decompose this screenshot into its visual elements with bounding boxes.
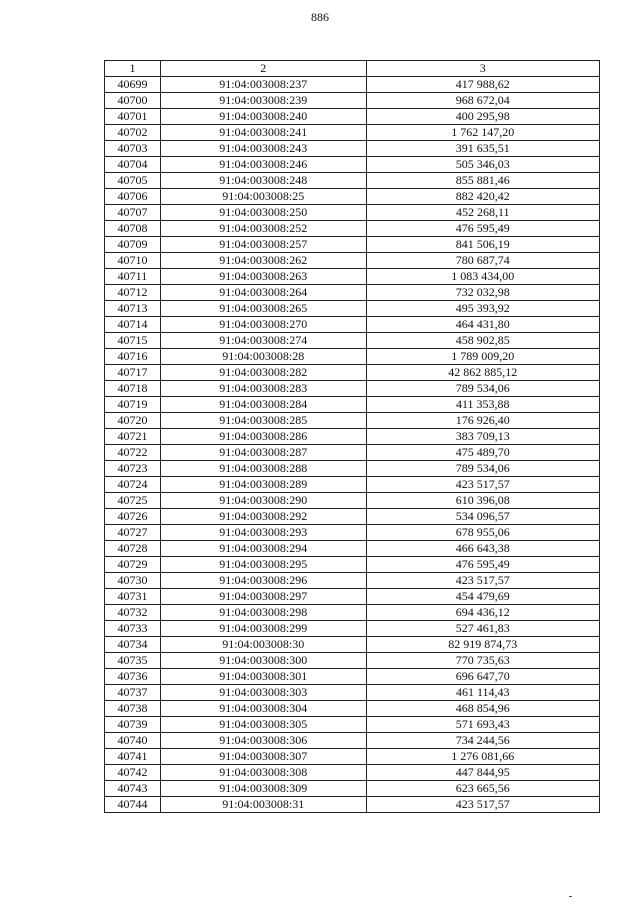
- value-cell: 391 635,51: [366, 141, 599, 157]
- header-row: [105, 61, 600, 77]
- cadastral-id-cell: 91:04:003008:303: [160, 685, 366, 701]
- value-cell: 855 881,46: [366, 173, 599, 189]
- table-row: [105, 477, 600, 493]
- value-cell: 534 096,57: [366, 509, 599, 525]
- cadastral-id-cell: 91:04:003008:31: [160, 797, 366, 813]
- row-number-cell: 40713: [105, 301, 161, 317]
- table-row: [105, 317, 600, 333]
- table-row: [105, 413, 600, 429]
- row-number-cell: 40724: [105, 477, 161, 493]
- table-row: [105, 653, 600, 669]
- value-cell: 732 032,98: [366, 285, 599, 301]
- value-cell: 789 534,06: [366, 461, 599, 477]
- cadastral-id-cell: 91:04:003008:274: [160, 333, 366, 349]
- value-cell: 678 955,06: [366, 525, 599, 541]
- cadastral-id-cell: 91:04:003008:282: [160, 365, 366, 381]
- table-row: [105, 701, 600, 717]
- row-number-cell: 40723: [105, 461, 161, 477]
- value-cell: 527 461,83: [366, 621, 599, 637]
- row-number-cell: 40706: [105, 189, 161, 205]
- cadastral-id-cell: 91:04:003008:286: [160, 429, 366, 445]
- table-row: [105, 797, 600, 813]
- cadastral-id-cell: 91:04:003008:300: [160, 653, 366, 669]
- row-number-cell: 40739: [105, 717, 161, 733]
- value-cell: 476 595,49: [366, 221, 599, 237]
- value-cell: 411 353,88: [366, 397, 599, 413]
- table-row: [105, 285, 600, 301]
- table-row: [105, 221, 600, 237]
- row-number-cell: 40702: [105, 125, 161, 141]
- table-row: [105, 669, 600, 685]
- cadastral-id-cell: 91:04:003008:257: [160, 237, 366, 253]
- cadastral-id-cell: 91:04:003008:243: [160, 141, 366, 157]
- cadastral-id-cell: 91:04:003008:292: [160, 509, 366, 525]
- row-number-cell: 40730: [105, 573, 161, 589]
- cadastral-id-cell: 91:04:003008:301: [160, 669, 366, 685]
- value-cell: 623 665,56: [366, 781, 599, 797]
- row-number-cell: 40703: [105, 141, 161, 157]
- value-cell: 466 643,38: [366, 541, 599, 557]
- value-cell: 780 687,74: [366, 253, 599, 269]
- table-row: [105, 573, 600, 589]
- row-number-cell: 40740: [105, 733, 161, 749]
- table-body: [105, 77, 600, 813]
- row-number-cell: 40733: [105, 621, 161, 637]
- cadastral-id-cell: 91:04:003008:252: [160, 221, 366, 237]
- table-row: [105, 349, 600, 365]
- table-row: [105, 205, 600, 221]
- row-number-cell: 40737: [105, 685, 161, 701]
- value-cell: 1 789 009,20: [366, 349, 599, 365]
- page-number: 886: [311, 10, 329, 24]
- table-row: [105, 301, 600, 317]
- table-row: [105, 525, 600, 541]
- value-cell: 82 919 874,73: [366, 637, 599, 653]
- cadastral-id-cell: 91:04:003008:264: [160, 285, 366, 301]
- cadastral-id-cell: 91:04:003008:307: [160, 749, 366, 765]
- value-cell: 454 479,69: [366, 589, 599, 605]
- value-cell: 423 517,57: [366, 573, 599, 589]
- table-row: [105, 605, 600, 621]
- cadastral-id-cell: 91:04:003008:295: [160, 557, 366, 573]
- table-row: [105, 637, 600, 653]
- row-number-cell: 40720: [105, 413, 161, 429]
- value-cell: 789 534,06: [366, 381, 599, 397]
- table-row: [105, 717, 600, 733]
- column-header-number: 1: [105, 61, 161, 77]
- value-cell: 458 902,85: [366, 333, 599, 349]
- row-number-cell: 40738: [105, 701, 161, 717]
- value-cell: 694 436,12: [366, 605, 599, 621]
- cadastral-id-cell: 91:04:003008:296: [160, 573, 366, 589]
- row-number-cell: 40716: [105, 349, 161, 365]
- table-row: [105, 397, 600, 413]
- value-cell: 383 709,13: [366, 429, 599, 445]
- row-number-cell: 40708: [105, 221, 161, 237]
- table-row: [105, 189, 600, 205]
- table-row: [105, 621, 600, 637]
- cadastral-id-cell: 91:04:003008:289: [160, 477, 366, 493]
- row-number-cell: 40732: [105, 605, 161, 621]
- row-number-cell: 40711: [105, 269, 161, 285]
- table-row: [105, 733, 600, 749]
- table-row: [105, 429, 600, 445]
- cadastral-id-cell: 91:04:003008:25: [160, 189, 366, 205]
- row-number-cell: 40707: [105, 205, 161, 221]
- table-row: [105, 445, 600, 461]
- table-row: [105, 557, 600, 573]
- cadastral-id-cell: 91:04:003008:246: [160, 157, 366, 173]
- row-number-cell: 40718: [105, 381, 161, 397]
- cadastral-id-cell: 91:04:003008:285: [160, 413, 366, 429]
- value-cell: 505 346,03: [366, 157, 599, 173]
- table-row: [105, 269, 600, 285]
- value-cell: 968 672,04: [366, 93, 599, 109]
- table-row: [105, 765, 600, 781]
- value-cell: 1 083 434,00: [366, 269, 599, 285]
- value-cell: 42 862 885,12: [366, 365, 599, 381]
- cadastral-id-cell: 91:04:003008:250: [160, 205, 366, 221]
- table-row: [105, 77, 600, 93]
- column-header-value: 3: [366, 61, 599, 77]
- value-cell: 841 506,19: [366, 237, 599, 253]
- row-number-cell: 40728: [105, 541, 161, 557]
- value-cell: 696 647,70: [366, 669, 599, 685]
- value-cell: 447 844,95: [366, 765, 599, 781]
- row-number-cell: 40714: [105, 317, 161, 333]
- table-row: [105, 381, 600, 397]
- table-header: [105, 61, 600, 77]
- row-number-cell: 40736: [105, 669, 161, 685]
- row-number-cell: 40722: [105, 445, 161, 461]
- table-row: [105, 93, 600, 109]
- cadastral-id-cell: 91:04:003008:304: [160, 701, 366, 717]
- row-number-cell: 40727: [105, 525, 161, 541]
- table-row: [105, 589, 600, 605]
- cadastral-id-cell: 91:04:003008:308: [160, 765, 366, 781]
- column-header-cadastral-id: 2: [160, 61, 366, 77]
- cadastral-id-cell: 91:04:003008:262: [160, 253, 366, 269]
- cadastral-id-cell: 91:04:003008:290: [160, 493, 366, 509]
- cadastral-id-cell: 91:04:003008:237: [160, 77, 366, 93]
- row-number-cell: 40725: [105, 493, 161, 509]
- cadastral-id-cell: 91:04:003008:263: [160, 269, 366, 285]
- scan-speck: [569, 896, 572, 897]
- cadastral-id-cell: 91:04:003008:288: [160, 461, 366, 477]
- value-cell: 423 517,57: [366, 797, 599, 813]
- value-cell: 400 295,98: [366, 109, 599, 125]
- cadastral-id-cell: 91:04:003008:305: [160, 717, 366, 733]
- cadastral-id-cell: 91:04:003008:30: [160, 637, 366, 653]
- table-row: [105, 685, 600, 701]
- cadastral-id-cell: 91:04:003008:293: [160, 525, 366, 541]
- value-cell: 423 517,57: [366, 477, 599, 493]
- table-row: [105, 141, 600, 157]
- value-cell: 571 693,43: [366, 717, 599, 733]
- cadastral-id-cell: 91:04:003008:298: [160, 605, 366, 621]
- table-row: [105, 493, 600, 509]
- table-row: [105, 749, 600, 765]
- row-number-cell: 40710: [105, 253, 161, 269]
- table-row: [105, 157, 600, 173]
- row-number-cell: 40717: [105, 365, 161, 381]
- cadastral-id-cell: 91:04:003008:241: [160, 125, 366, 141]
- row-number-cell: 40705: [105, 173, 161, 189]
- row-number-cell: 40719: [105, 397, 161, 413]
- value-cell: 882 420,42: [366, 189, 599, 205]
- value-cell: 417 988,62: [366, 77, 599, 93]
- value-cell: 468 854,96: [366, 701, 599, 717]
- row-number-cell: 40743: [105, 781, 161, 797]
- row-number-cell: 40709: [105, 237, 161, 253]
- row-number-cell: 40712: [105, 285, 161, 301]
- table-row: [105, 509, 600, 525]
- cadastral-id-cell: 91:04:003008:240: [160, 109, 366, 125]
- cadastral-id-cell: 91:04:003008:294: [160, 541, 366, 557]
- table-row: [105, 253, 600, 269]
- table-row: [105, 109, 600, 125]
- cadastral-id-cell: 91:04:003008:248: [160, 173, 366, 189]
- value-cell: 734 244,56: [366, 733, 599, 749]
- row-number-cell: 40701: [105, 109, 161, 125]
- cadastral-id-cell: 91:04:003008:270: [160, 317, 366, 333]
- row-number-cell: 40735: [105, 653, 161, 669]
- row-number-cell: 40699: [105, 77, 161, 93]
- row-number-cell: 40726: [105, 509, 161, 525]
- table-row: [105, 125, 600, 141]
- table-row: [105, 237, 600, 253]
- table-row: [105, 333, 600, 349]
- value-cell: 475 489,70: [366, 445, 599, 461]
- row-number-cell: 40715: [105, 333, 161, 349]
- row-number-cell: 40734: [105, 637, 161, 653]
- row-number-cell: 40721: [105, 429, 161, 445]
- row-number-cell: 40704: [105, 157, 161, 173]
- value-cell: 461 114,43: [366, 685, 599, 701]
- value-cell: 176 926,40: [366, 413, 599, 429]
- table-row: [105, 781, 600, 797]
- cadastral-id-cell: 91:04:003008:284: [160, 397, 366, 413]
- cadastral-id-cell: 91:04:003008:306: [160, 733, 366, 749]
- row-number-cell: 40742: [105, 765, 161, 781]
- value-cell: 452 268,11: [366, 205, 599, 221]
- row-number-cell: 40729: [105, 557, 161, 573]
- row-number-cell: 40731: [105, 589, 161, 605]
- row-number-cell: 40741: [105, 749, 161, 765]
- table-row: [105, 173, 600, 189]
- cadastral-value-table: [104, 60, 600, 813]
- cadastral-id-cell: 91:04:003008:239: [160, 93, 366, 109]
- value-cell: 1 276 081,66: [366, 749, 599, 765]
- cadastral-id-cell: 91:04:003008:297: [160, 589, 366, 605]
- table-row: [105, 541, 600, 557]
- value-cell: 610 396,08: [366, 493, 599, 509]
- table-row: [105, 365, 600, 381]
- value-cell: 476 595,49: [366, 557, 599, 573]
- cadastral-id-cell: 91:04:003008:287: [160, 445, 366, 461]
- cadastral-id-cell: 91:04:003008:283: [160, 381, 366, 397]
- cadastral-id-cell: 91:04:003008:309: [160, 781, 366, 797]
- value-cell: 770 735,63: [366, 653, 599, 669]
- value-cell: 1 762 147,20: [366, 125, 599, 141]
- table-row: [105, 461, 600, 477]
- cadastral-id-cell: 91:04:003008:265: [160, 301, 366, 317]
- cadastral-id-cell: 91:04:003008:28: [160, 349, 366, 365]
- value-cell: 464 431,80: [366, 317, 599, 333]
- value-cell: 495 393,92: [366, 301, 599, 317]
- row-number-cell: 40744: [105, 797, 161, 813]
- row-number-cell: 40700: [105, 93, 161, 109]
- cadastral-id-cell: 91:04:003008:299: [160, 621, 366, 637]
